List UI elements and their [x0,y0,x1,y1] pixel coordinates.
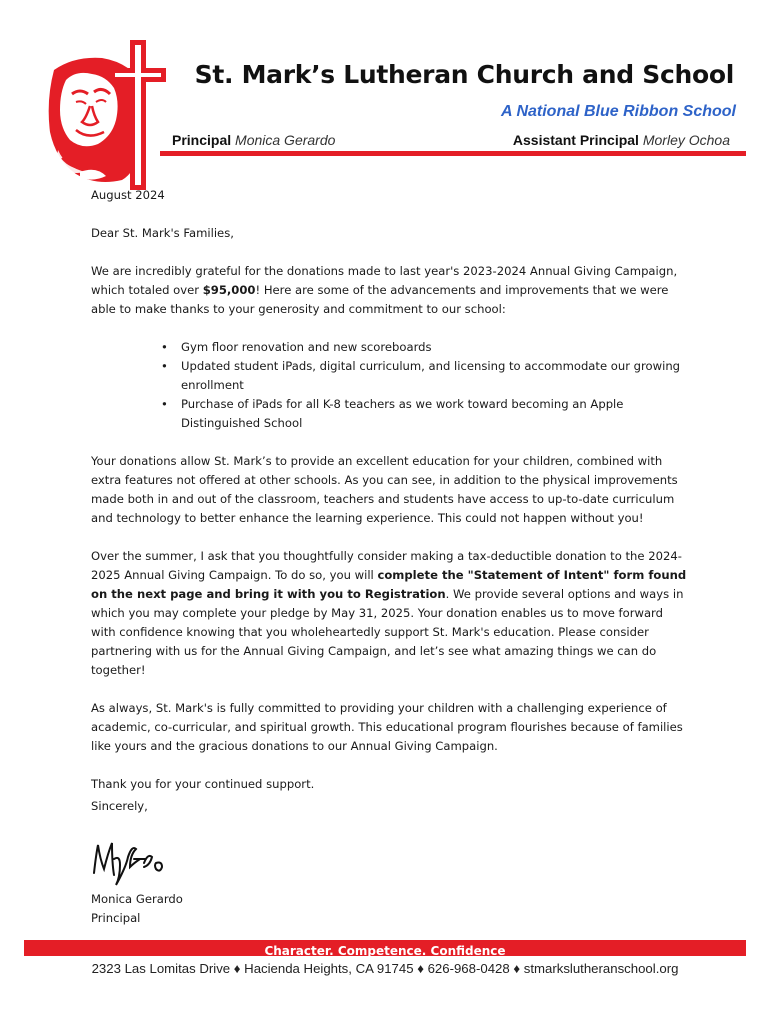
footer-motto: Character. Competence. Confidence [264,944,506,958]
bullet-icon: • [161,340,168,354]
assistant-principal-name: Morley Ochoa [642,132,730,148]
principal-line [172,132,335,148]
bullet-icon: • [161,397,168,411]
school-name: St. Mark’s Lutheran Church and School [194,60,734,89]
list-item-text: Gym floor renovation and new scoreboards [181,340,432,354]
header-divider [160,151,746,156]
paragraph-commitment: As always, St. Mark's is fully committed to providing your children with a challenging experience of academic, co-curricular, and spiritual growth. This educational program flourishes because of families like yours and the gracious donations to our Annual Giving Campaign. [91,701,683,753]
lion-cross-logo [36,40,166,190]
signer-title: Principal [91,911,141,925]
p1-text-b: ! Here are some of the advancements and improvements that we were able to make thanks to your generosity and commitment to our school: [91,283,669,316]
letter-closing: Sincerely, [91,799,148,813]
p3-text-b: . We provide several options and ways in which you may complete your pledge by May 31, 2025. Your donation enables us to move forward with confidence knowing that you wholeheartedly support St. Mark's education. Please consider partnering with us for the Annual Giving Campaign, and let’s see what amazing things we can do together! [91,587,684,677]
paragraph-donations: Your donations allow St. Mark’s to provide an excellent education for your children, combined with extra features not offered at other schools. As you can see, in addition to the physical improvements made both in and out of the classroom, teachers and students have access to up-to-date curriculum and technology to better enhance the learning experience. This could not happen without you! [91,454,678,525]
list-item-text: Purchase of iPads for all K-8 teachers as we work toward becoming an Apple Distinguished School [181,397,624,430]
statement-of-intent-instruction: complete the "Statement of Intent" form found on the next page and bring it with you to Registration [91,568,687,601]
handwritten-signature [90,833,170,893]
list-item [161,395,691,433]
list-item-text: Updated student iPads, digital curriculum, and licensing to accommodate our growing enrollment [181,359,681,392]
improvements-list [91,338,691,433]
letter-greeting: Dear St. Mark's Families, [91,226,234,240]
principal-role: Principal [172,132,232,148]
list-item [161,338,691,357]
p1-text-a: We are incredibly grateful for the donations made to last year's 2023-2024 Annual Giving Campaign, which totaled over [91,264,678,297]
signer-name: Monica Gerardo [91,892,183,906]
paragraph-gratitude [91,262,691,319]
footer-motto-bar [24,940,746,956]
footer-address: 2323 Las Lomitas Drive ♦ Hacienda Heights, CA 91745 ♦ 626-968-0428 ♦ stmarkslutheranschool.org [91,961,679,976]
signature-block [91,890,183,928]
letter-thanks: Thank you for your continued support. [91,777,315,791]
bullet-icon: • [161,359,168,373]
paragraph-request [91,547,691,680]
school-tagline: A National Blue Ribbon School [501,103,736,120]
letter-date: August 2024 [91,188,165,202]
assistant-principal-line [513,132,730,148]
principal-name: Monica Gerardo [235,132,336,148]
donation-total: $95,000 [202,283,256,297]
letter-body [91,186,691,816]
assistant-principal-role: Assistant Principal [512,132,639,148]
p3-text-a: Over the summer, I ask that you thoughtfully consider making a tax-deductible donation to the 2024-2025 Annual Giving Campaign. To do so, you will [91,549,682,582]
list-item [161,357,691,395]
